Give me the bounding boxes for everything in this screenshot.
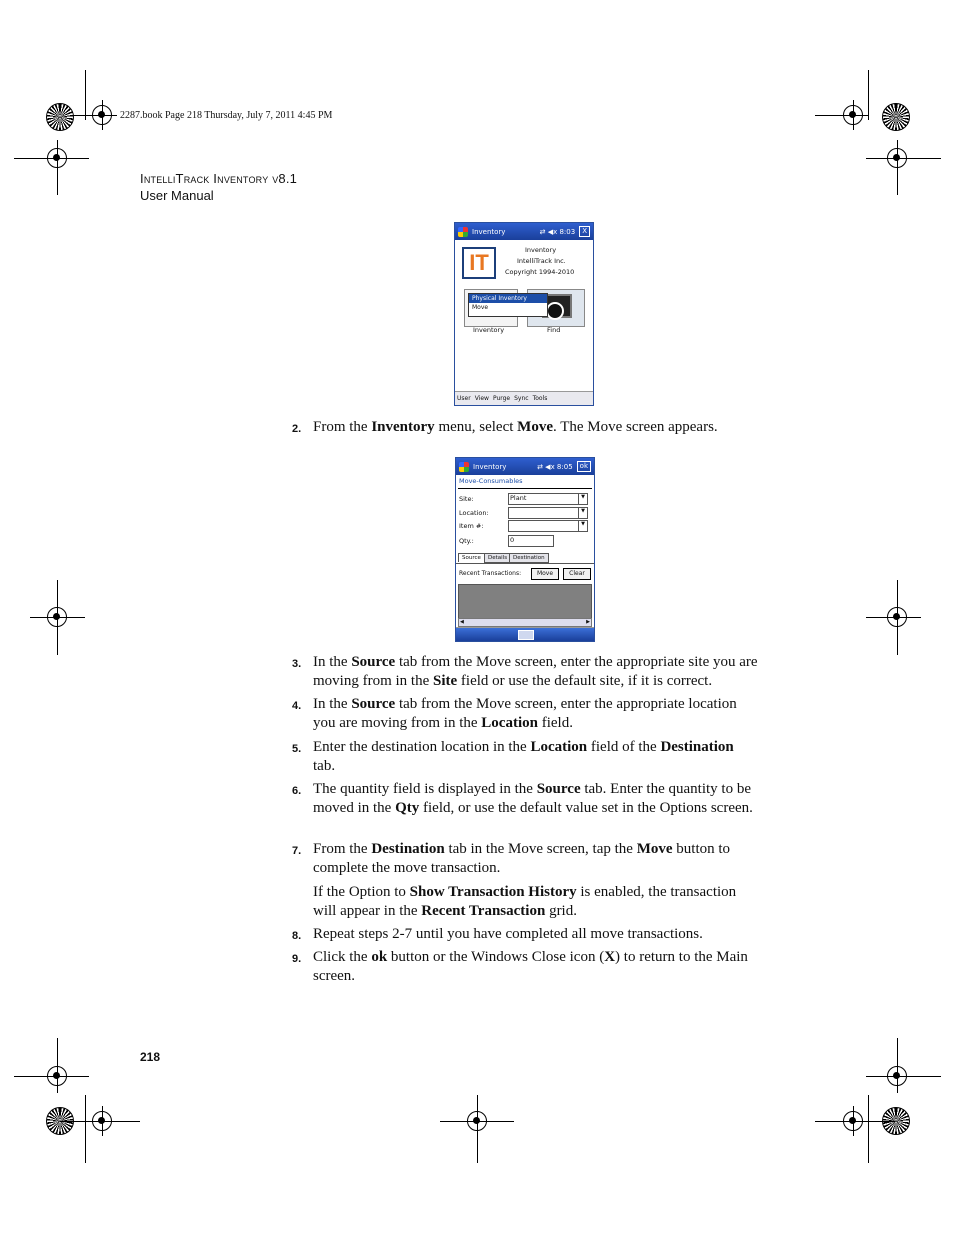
find-icon-label: Find (547, 326, 561, 334)
registration-target-icon (843, 105, 863, 125)
windows-start-icon[interactable] (459, 462, 469, 472)
menu-item-move[interactable]: Move (472, 304, 489, 311)
horizontal-scrollbar[interactable]: ◀ ▶ (460, 619, 590, 625)
keyboard-icon[interactable] (518, 630, 534, 640)
close-button[interactable]: X (579, 226, 590, 237)
move-button[interactable]: Move (531, 568, 559, 580)
menu-user[interactable]: User (457, 395, 471, 402)
clear-button[interactable]: Clear (563, 568, 591, 580)
magnifier-icon (546, 302, 564, 320)
step-3: 3. In the Source tab from the Move screen, enter the appropriate site you are moving from in the Site field or use the default site, if it is correct. (292, 654, 758, 689)
windows-start-icon[interactable] (458, 227, 468, 237)
menu-item-physical-inventory[interactable]: Physical Inventory (469, 294, 547, 303)
print-slug: 2287.book Page 218 Thursday, July 7, 2011 4:45 PM (120, 110, 333, 121)
ok-button[interactable]: ok (577, 461, 591, 472)
inventory-icon-label: Inventory (473, 326, 505, 334)
running-subtitle: User Manual (140, 188, 214, 203)
registration-target-icon (887, 1066, 907, 1086)
bottom-bar (456, 627, 594, 641)
status-indicators: ⇄ ◀x 8:03 (539, 227, 576, 236)
site-label: Site: (459, 495, 474, 503)
registration-target-icon (47, 148, 67, 168)
screen-heading: Move-Consumables (459, 477, 523, 485)
title-bar (456, 458, 594, 475)
recent-transactions-grid[interactable] (458, 584, 592, 620)
heading-divider (458, 488, 592, 489)
window-title: Inventory (472, 227, 506, 236)
color-bar-icon (46, 103, 74, 131)
it-logo-icon: IT (462, 247, 496, 279)
step-5: 5. Enter the destination location in the Location field of the Destination tab. (292, 739, 734, 774)
context-menu (468, 293, 548, 317)
step-2: 2. From the Inventory menu, select Move. The Move screen appears. (292, 419, 718, 435)
menu-purge[interactable]: Purge (492, 395, 511, 402)
menu-view[interactable]: View (474, 395, 489, 402)
menu-sync[interactable]: Sync (514, 395, 529, 402)
chevron-down-icon: ▼ (578, 508, 587, 518)
app-name: Inventory (525, 246, 557, 254)
running-title: IntelliTrack Inventory v8.1 (140, 171, 298, 186)
chevron-down-icon: ▼ (578, 521, 587, 531)
qty-input[interactable]: 0 (508, 535, 554, 547)
tab-destination[interactable]: Destination (509, 553, 549, 563)
item-select[interactable] (508, 520, 588, 532)
item-label: Item #: (459, 522, 484, 530)
recent-transactions-label: Recent Transactions: (459, 570, 522, 577)
location-select[interactable] (508, 507, 588, 519)
registration-target-icon (47, 1066, 67, 1086)
registration-target-icon (467, 1111, 487, 1131)
registration-target-icon (887, 148, 907, 168)
bottom-menu-bar (455, 391, 593, 405)
status-indicators: ⇄ ◀x 8:05 (537, 462, 573, 471)
qty-label: Qty.: (459, 537, 474, 545)
step-9: 9. Click the ok button or the Windows Close icon (X) to return to the Main screen. (292, 949, 748, 984)
tab-strip (456, 553, 594, 564)
tab-details[interactable]: Details (484, 553, 511, 563)
step-6: 6. The quantity field is displayed in the Source tab. Enter the quantity to be moved in the Qty field, or use the default value set in the Options screen. (292, 781, 753, 816)
site-select[interactable]: Plant ▼ (508, 493, 588, 505)
step-4: 4. In the Source tab from the Move screen, enter the appropriate location you are moving from in the Location field. (292, 696, 737, 731)
location-label: Location: (459, 509, 489, 517)
step-8: 8. Repeat steps 2-7 until you have completed all move transactions. (292, 926, 703, 942)
step-7: 7. From the Destination tab in the Move screen, tap the Move button to complete the move transaction. (292, 841, 731, 876)
registration-target-icon (843, 1111, 863, 1131)
registration-target-icon (47, 607, 67, 627)
registration-target-icon (92, 105, 112, 125)
inventory-main-screenshot (454, 222, 594, 406)
registration-target-icon (887, 607, 907, 627)
color-bar-icon (882, 103, 910, 131)
menu-tools[interactable]: Tools (532, 395, 548, 402)
step-7-note: If the Option to Show Transaction History is enabled, the transaction will appear in the Recent Transaction grid. (313, 884, 737, 919)
window-title: Inventory (473, 462, 507, 471)
page-number: 218 (140, 1050, 161, 1064)
chevron-down-icon: ▼ (578, 494, 587, 504)
move-consumables-screenshot (455, 457, 595, 642)
company-name: IntelliTrack Inc. (517, 257, 566, 265)
registration-target-icon (92, 1111, 112, 1131)
tab-source[interactable]: Source (458, 553, 485, 562)
title-bar (455, 223, 593, 240)
copyright: Copyright 1994-2010 (505, 268, 575, 276)
